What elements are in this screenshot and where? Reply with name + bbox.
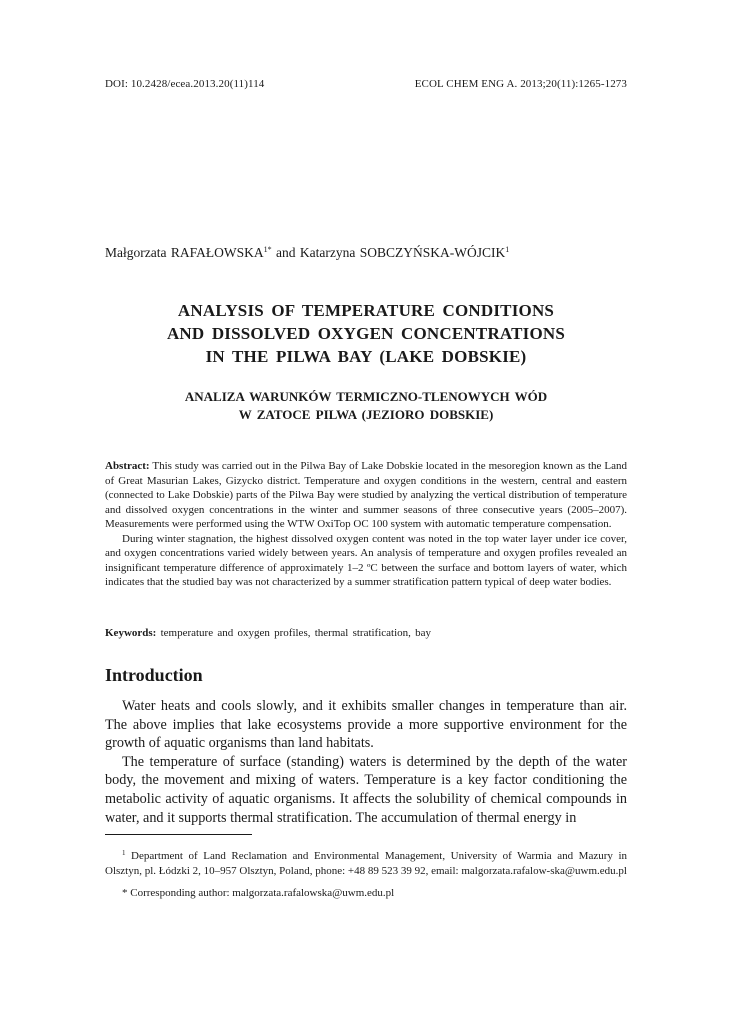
abstract (105, 459, 627, 590)
abstract-text: This study was carried out in the Pilwa Bay of Lake Dobskie located in the mesoregion known as the Land of Great Masurian Lakes, Gizycko district. Temperature and oxygen conditions in the western, central and eastern (connected to Lake Dobskie) parts of the Pilwa Bay were studied by analyzing the vertical distribution of temperature and dissolved oxygen concentrations in the winter and summer seasons of three consecutive years (2005–2007). Measurements were performed using the WTW OxiTop OC 100 system with automatic temperature compensation. (105, 460, 627, 530)
footnote-mark: 1 (122, 849, 126, 857)
author-line (105, 245, 509, 261)
footnote-corresponding: * Corresponding author: malgorzata.rafalowska@uwm.edu.pl (122, 887, 395, 899)
body-paragraph: The temperature of surface (standing) waters is determined by the depth of the water body, the movement and mixing of waters. Temperature is a key factor conditioning the metabolic activity of aquatic organisms. It affects the solubility of chemical compounds in water, and it supports thermal stratification. The accumulation of thermal energy in (105, 753, 627, 826)
journal-citation: ECOL CHEM ENG A. 2013;20(11):1265-1273 (414, 78, 627, 90)
footnotes (105, 846, 627, 901)
title-line: ANALYSIS OF TEMPERATURE CONDITIONS (177, 301, 555, 320)
keywords (105, 626, 627, 640)
subtitle-line: W ZATOCE PILWA (JEZIORO DOBSKIE) (238, 407, 494, 422)
paper-subtitle (105, 388, 627, 424)
author-2-name: Katarzyna SOBCZYŃSKA-WÓJCIK (299, 245, 506, 260)
title-line: AND DISSOLVED OXYGEN CONCENTRATIONS (166, 324, 566, 343)
author-2-marks: 1 (505, 245, 510, 254)
body-paragraph: Water heats and cools slowly, and it exhibits smaller changes in temperature than air. The above implies that lake ecosystems provide a more supportive environment for the growth of aquatic organisms than land habitats. (105, 698, 627, 752)
running-header (105, 78, 627, 90)
abstract-paragraph (105, 459, 627, 532)
footnote-divider (105, 834, 252, 835)
affiliation-text: Department of Land Reclamation and Environmental Management, University of Warmia and Mazury in Olsztyn, pl. Łódzki 2, 10–957 Olsztyn, Poland, phone: +48 89 523 39 92, email: malgorzata.rafalow-ska@uwm.edu.pl (105, 850, 627, 877)
keywords-label: Keywords: (105, 627, 157, 639)
paper-title (105, 299, 627, 368)
subtitle-line: ANALIZA WARUNKÓW TERMICZNO-TLENOWYCH WÓD (184, 389, 548, 404)
doi-text: DOI: 10.2428/ecea.2013.20(11)114 (105, 78, 265, 90)
author-1-name: Małgorzata RAFAŁOWSKA (105, 245, 264, 260)
keywords-text: temperature and oxygen profiles, thermal stratification, bay (156, 627, 432, 639)
author-conjunction: and (275, 245, 296, 260)
section-heading-introduction: Introduction (105, 665, 203, 685)
author-1-marks: 1* (263, 245, 272, 254)
title-line: IN THE PILWA BAY (LAKE DOBSKIE) (205, 347, 527, 366)
abstract-label: Abstract: (105, 460, 150, 472)
introduction-body (105, 697, 627, 827)
footnote-affiliation (105, 846, 627, 878)
abstract-paragraph: During winter stagnation, the highest dissolved oxygen content was noted in the top water layer under ice cover, and oxygen concentrations varied widely between years. An analysis of temperature and oxygen profiles revealed an insignificant temperature difference of approximately 1–2 ºC between the surface and bottom layers of water, which indicates that the studied bay was not characterized by a summer stratification pattern typical of deep water bodies. (105, 532, 627, 588)
